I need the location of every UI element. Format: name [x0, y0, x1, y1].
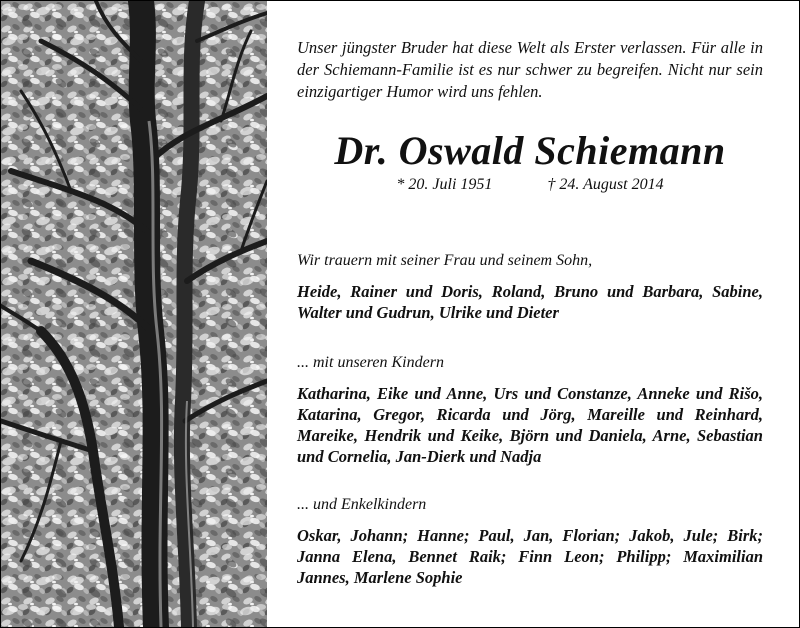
children-lead: ... mit unseren Kindern — [297, 354, 444, 371]
mourners-lead: Wir trauern mit seiner Frau und seinem Sohn, — [297, 252, 593, 269]
grandchildren-lead: ... und Enkelkindern — [297, 496, 427, 513]
intro-text: Unser jüngster Bruder hat diese Welt als Erster verlassen. Für alle in der Schiemann-Familie ist es nur schwer zu begreifen. Nicht nur sein einzigartiger Humor wird uns fehlen. — [297, 38, 763, 101]
death-date: † 24. August 2014 — [547, 176, 664, 193]
birth-date: * 20. Juli 1951 — [396, 176, 493, 193]
children-names: Katharina, Eike und Anne, Urs und Constanze, Anneke und Rišo, Katarina, Gregor, Ricarda und Jörg, Mareille und Reinhard, Mareike, Hendrik und Keike, Björn und Daniela, Arne, Sebastian und Cornelia, Jan-Dierk und Nadja — [297, 384, 763, 466]
deceased-name: Dr. Oswald Schiemann — [334, 128, 726, 173]
mourners-names: Heide, Rainer und Doris, Roland, Bruno und Barbara, Sabine, Walter und Gudrun, Ulrike und Dieter — [297, 282, 763, 322]
tree-photo — [1, 1, 267, 627]
life-dates — [297, 175, 763, 195]
grandchildren-names: Oskar, Johann; Hanne; Paul, Jan, Florian; Jakob, Jule; Birk; Janna Elena, Bennet Raik; Finn Leon; Philipp; Maximilian Jannes, Marlene Sophie — [297, 526, 763, 587]
notice-text — [297, 1, 763, 627]
